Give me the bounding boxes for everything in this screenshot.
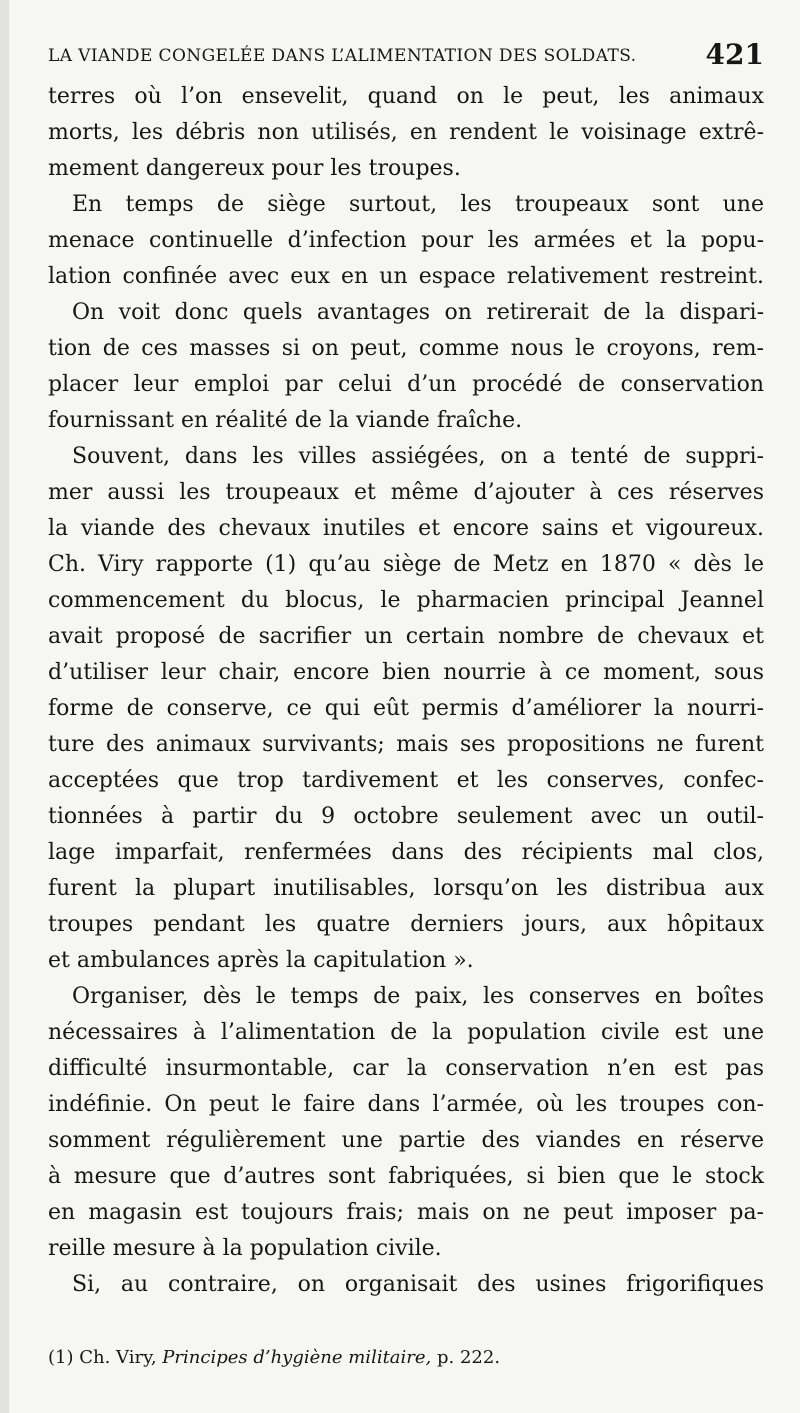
text-line: tion de ces masses si on peut, comme nous le croyons, rem- bbox=[48, 336, 764, 361]
text-line: tionnées à partir du 9 octobre seulement avec un outil- bbox=[48, 804, 764, 829]
paragraph-first-line: En temps de siège surtout, les troupeaux sont une bbox=[72, 192, 764, 217]
text-line: fournissant en réalité de la viande fraîche. bbox=[48, 408, 523, 433]
paragraph-first-line: Si, au contraire, on organisait des usines frigorifiques bbox=[72, 1272, 764, 1297]
text-line: placer leur emploi par celui d’un procédé de conservation bbox=[48, 372, 764, 397]
page-number: 421 bbox=[705, 38, 764, 71]
page-header bbox=[48, 38, 764, 78]
text-line: mer aussi les troupeaux et même d’ajouter à ces réserves bbox=[48, 480, 764, 505]
text-line: avait proposé de sacrifier un certain nombre de chevaux et bbox=[48, 624, 764, 649]
paragraph-first-line: On voit donc quels avantages on retirerait de la dispari- bbox=[72, 300, 764, 325]
footnote-book-title: Principes d’hygiène militaire, bbox=[162, 1347, 432, 1368]
text-line: commencement du blocus, le pharmacien principal Jeannel bbox=[48, 588, 764, 613]
text-line: terres où l’on ensevelit, quand on le peut, les animaux bbox=[48, 84, 764, 109]
text-line: mement dangereux pour les troupes. bbox=[48, 156, 461, 181]
text-line: acceptées que trop tardivement et les conserves, confec- bbox=[48, 768, 764, 793]
text-line: menace continuelle d’infection pour les armées et la popu- bbox=[48, 228, 764, 253]
text-line: et ambulances après la capitulation ». bbox=[48, 948, 474, 973]
text-line: reille mesure à la population civile. bbox=[48, 1236, 442, 1261]
text-line: somment régulièrement une partie des viandes en réserve bbox=[48, 1128, 764, 1153]
text-line: difficulté insurmontable, car la conservation n’en est pas bbox=[48, 1056, 764, 1081]
text-line: lage imparfait, renfermées dans des récipients mal clos, bbox=[48, 840, 764, 865]
paragraph-first-line: Organiser, dès le temps de paix, les conserves en boîtes bbox=[72, 984, 764, 1009]
footnote-suffix: p. 222. bbox=[431, 1347, 501, 1368]
footnote bbox=[48, 1345, 764, 1371]
text-line: morts, les débris non utilisés, en rendent le voisinage extrê- bbox=[48, 120, 764, 145]
paragraph-first-line: Souvent, dans les villes assiégées, on a tenté de suppri- bbox=[72, 444, 764, 469]
text-line: la viande des chevaux inutiles et encore sains et vigoureux. bbox=[48, 516, 764, 541]
text-line: ture des animaux survivants; mais ses propositions ne furent bbox=[48, 732, 764, 757]
running-title: LA VIANDE CONGELÉE DANS L’ALIMENTATION DES SOLDATS. bbox=[48, 46, 637, 66]
text-line: à mesure que d’autres sont fabriquées, si bien que le stock bbox=[48, 1164, 764, 1189]
page-edge-shadow bbox=[0, 0, 9, 1413]
text-line: indéfinie. On peut le faire dans l’armée, où les troupes con- bbox=[48, 1092, 764, 1117]
text-line: lation confinée avec eux en un espace relativement restreint. bbox=[48, 264, 764, 289]
text-line: nécessaires à l’alimentation de la population civile est une bbox=[48, 1020, 764, 1045]
text-line: en magasin est toujours frais; mais on ne peut imposer pa- bbox=[48, 1200, 764, 1225]
body-text bbox=[48, 79, 764, 1303]
footnote-prefix: (1) Ch. Viry, bbox=[48, 1347, 163, 1368]
text-line: Ch. Viry rapporte (1) qu’au siège de Metz en 1870 « dès le bbox=[48, 552, 764, 577]
text-line: troupes pendant les quatre derniers jours, aux hôpitaux bbox=[48, 912, 764, 937]
text-line: d’utiliser leur chair, encore bien nourrie à ce moment, sous bbox=[48, 660, 764, 685]
text-line: furent la plupart inutilisables, lorsqu’on les distribua aux bbox=[48, 876, 764, 901]
text-line: forme de conserve, ce qui eût permis d’améliorer la nourri- bbox=[48, 696, 764, 721]
